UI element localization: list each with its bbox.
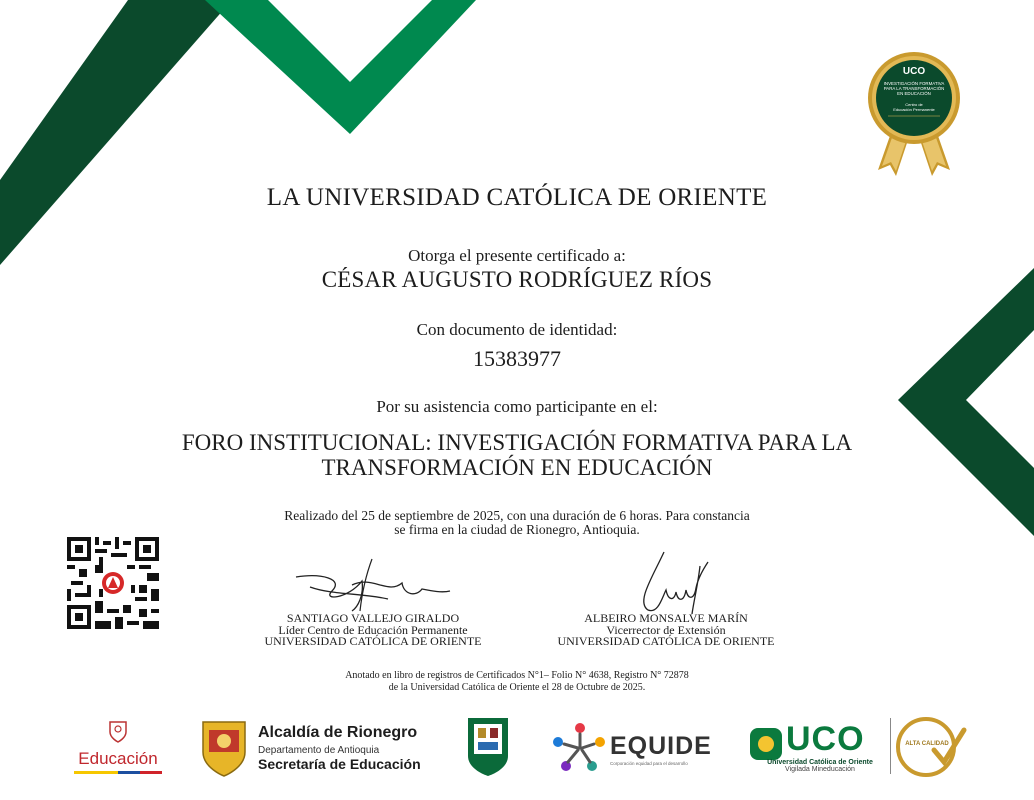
equide-label: EQUIDE	[610, 732, 712, 760]
uco-subtitle: Universidad Católica de Oriente	[767, 759, 873, 766]
seal-line-2: PARA LA TRANSFORMACIÓN	[883, 86, 945, 91]
signatory-1-name: SANTIAGO VALLEJO GIRALDO	[286, 611, 460, 625]
seal-brand: UCO	[902, 66, 926, 77]
signature-1	[292, 555, 452, 615]
annotation-line-1: Anotado en libro de registros de Certificados N°1– Folio N° 4638, Registro N° 72878	[345, 670, 689, 681]
rionegro-coat-of-arms-icon	[199, 718, 249, 778]
signatory-1	[254, 613, 492, 648]
alcaldia-secretaria: Secretaría de Educación	[258, 756, 421, 772]
id-number: 15383977	[473, 346, 561, 371]
signatory-2-name: ALBEIRO MONSALVE MARÍN	[584, 611, 748, 625]
uco-sun-icon	[749, 727, 783, 761]
event-title: FORO INSTITUCIONAL: INVESTIGACIÓN FORMATIVA PARA LA TRANSFORMACIÓN EN EDUCACIÓN	[181, 430, 853, 480]
colombia-shield-icon	[105, 718, 131, 744]
registry-annotation	[0, 670, 1034, 694]
participation-text: Por su asistencia como participante en el:	[376, 397, 658, 416]
seal-footer-2: Educación Permanente	[893, 107, 935, 112]
recipient-name: CÉSAR AUGUSTO RODRÍGUEZ RÍOS	[321, 267, 713, 292]
seal-line-1: INVESTIGACIÓN FORMATIVA	[883, 81, 945, 86]
alcaldia-department: Departamento de Antioquia	[258, 745, 380, 756]
educacion-label: Educación	[78, 749, 158, 768]
signatory-1-org: UNIVERSIDAD CATÓLICA DE ORIENTE	[264, 634, 482, 648]
logo-divider	[890, 718, 891, 774]
signatory-1-role: Líder Centro de Educación Permanente	[278, 622, 468, 637]
school-shield-icon	[466, 716, 510, 778]
signatory-2-role: Vicerrector de Extensión	[606, 622, 726, 637]
equide-people-icon	[550, 720, 610, 776]
institution-heading: LA UNIVERSIDAD CATÓLICA DE ORIENTE	[266, 184, 768, 211]
equide-tagline: Corporación equidad para el desarrollo	[610, 761, 688, 766]
signatory-2	[546, 613, 786, 648]
uco-subtitle-2: Vigilada Mineducación	[785, 766, 855, 773]
seal-line-3: EN EDUCACIÓN	[897, 91, 931, 96]
seal-footer-1: Centro de	[905, 102, 923, 107]
annotation-line-2: de la Universidad Católica de Oriente el 28 de Octubre de 2025.	[388, 682, 646, 693]
alta-calidad-label: ALTA CALIDAD	[905, 741, 949, 747]
educacion-logo	[72, 718, 164, 774]
top-left-chevron-decoration	[0, 0, 480, 270]
signature-2	[614, 548, 724, 618]
qr-code[interactable]	[67, 537, 159, 629]
grant-text: Otorga el presente certificado a:	[408, 246, 626, 265]
uco-label: UCO	[786, 720, 865, 758]
signatory-2-org: UNIVERSIDAD CATÓLICA DE ORIENTE	[557, 634, 775, 648]
alcaldia-title: Alcaldía de Rionegro	[258, 724, 418, 741]
id-label: Con documento de identidad:	[416, 320, 618, 339]
event-details: Realizado del 25 de septiembre de 2025, con una duración de 6 horas. Para constancia se firma en la ciudad de Rionegro, Antioquia.	[284, 508, 750, 537]
